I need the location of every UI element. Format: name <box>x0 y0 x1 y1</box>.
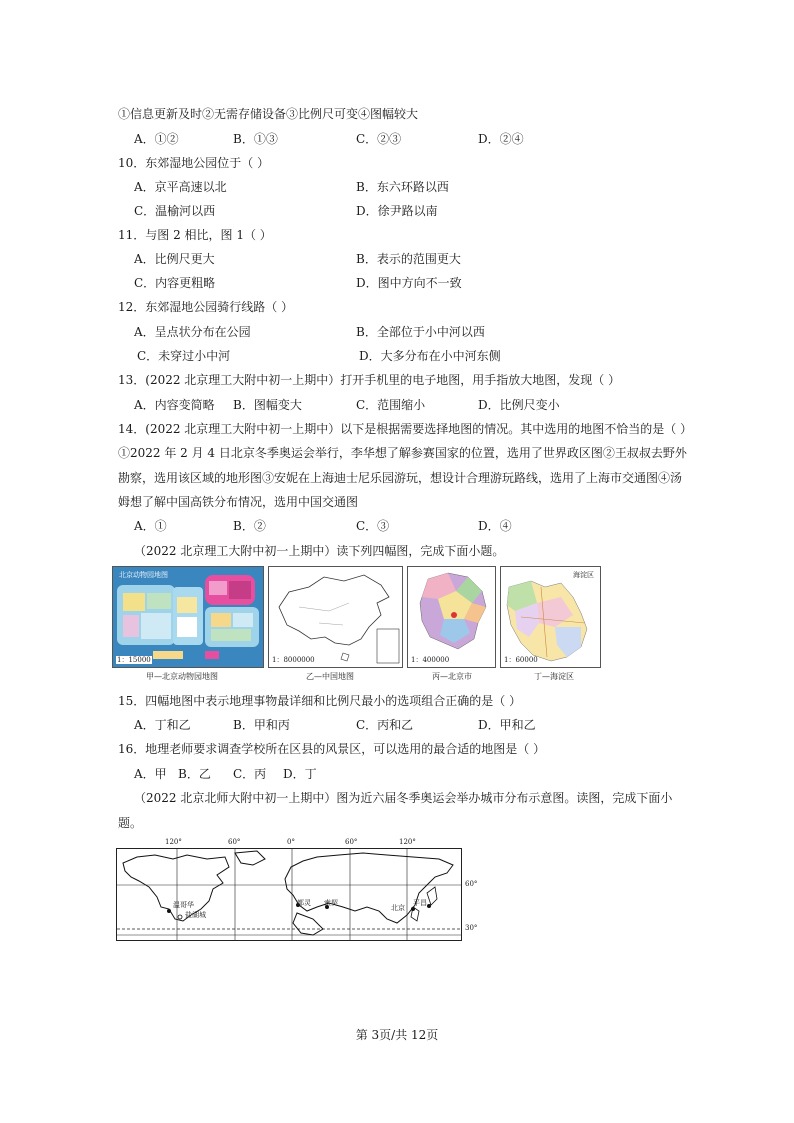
map-ding-caption: 丁—海淀区 <box>534 672 574 681</box>
q14-option-a[interactable]: A．① <box>134 519 167 533</box>
world-map-winter-olympics <box>116 848 462 941</box>
world-map-lon-label: 60° <box>228 838 241 846</box>
q16-option-d[interactable]: D．丁 <box>283 767 317 781</box>
q11-option-d[interactable]: D．图中方向不一致 <box>356 276 462 290</box>
beijing-map-graphic <box>408 567 495 667</box>
q14-option-c[interactable]: C．③ <box>356 519 390 533</box>
map-jia-scale: 1：15000 <box>117 656 151 664</box>
map-jia-title: 北京动物园地图 <box>119 571 168 579</box>
q12-option-b[interactable]: B．全部位于小中河以西 <box>356 325 485 339</box>
haidian-map-graphic <box>501 567 600 667</box>
map-bing-caption: 丙—北京市 <box>432 672 472 681</box>
group-intro-2-line-2: 题。 <box>118 816 143 830</box>
q12-option-a[interactable]: A．呈点状分布在公园 <box>134 325 251 339</box>
q16-stem: 16．地理老师要求调查学校所在区县的风景区，可以选用的最合适的地图是（ ） <box>118 742 546 756</box>
q12-stem: 12．东郊湿地公园骑行线路（ ） <box>118 300 294 314</box>
q12-option-d[interactable]: D．大多分布在小中河东侧 <box>359 349 501 363</box>
city-turin: 都灵 <box>297 899 311 907</box>
q15-option-b[interactable]: B．甲和丙 <box>233 718 290 732</box>
q10-option-d[interactable]: D．徐尹路以南 <box>356 204 438 218</box>
q13-option-d[interactable]: D．比例尺变小 <box>478 398 560 412</box>
city-sochi: 索契 <box>324 899 338 907</box>
q11-option-b[interactable]: B．表示的范围更大 <box>356 252 461 266</box>
q13-option-c[interactable]: C．范围缩小 <box>356 398 426 412</box>
city-pyeongchang: 平昌 <box>413 899 427 907</box>
map-ding-haidian <box>500 566 601 668</box>
q13-option-b[interactable]: B．图幅变大 <box>233 398 302 412</box>
q11-option-a[interactable]: A．比例尺更大 <box>134 252 215 266</box>
zoo-map-graphic <box>113 567 263 667</box>
world-map-graphic <box>117 849 461 940</box>
map-jia-zoo <box>112 566 264 668</box>
world-map-lat-label: 60° <box>465 880 478 888</box>
group-intro-1: （2022 北京理工大附中初一上期中）读下列四幅图，完成下面小题。 <box>134 544 505 558</box>
q14-option-b[interactable]: B．② <box>233 519 266 533</box>
q10-option-c[interactable]: C．温榆河以西 <box>134 204 216 218</box>
q16-option-c[interactable]: C．丙 <box>233 767 267 781</box>
q15-option-d[interactable]: D．甲和乙 <box>478 718 536 732</box>
world-map-lon-label: 0° <box>287 838 295 846</box>
q13-stem: 13．(2022 北京理工大附中初一上期中）打开手机里的电子地图，用手指放大地图，发现（ ） <box>118 373 621 387</box>
q11-stem: 11．与图 2 相比，图 1（ ） <box>118 228 272 242</box>
map-bing-beijing <box>407 566 496 668</box>
china-map-graphic <box>269 567 402 667</box>
city-dot <box>427 904 431 908</box>
q9-option-b[interactable]: B．①③ <box>233 132 278 146</box>
map-bing-scale: 1：400000 <box>411 656 450 664</box>
world-map-lat-label: 30° <box>465 924 478 932</box>
city-vancouver: 温哥华 <box>173 901 194 909</box>
map-jia-caption: 甲—北京动物园地图 <box>146 672 218 681</box>
q13-option-a[interactable]: A．内容变简略 <box>134 398 215 412</box>
q15-option-a[interactable]: A．丁和乙 <box>134 718 191 732</box>
page-number: 第 3页/共 12页 <box>355 1028 439 1042</box>
map-ding-title: 海淀区 <box>573 571 594 579</box>
city-beijing: 北京 <box>391 904 405 912</box>
q15-stem: 15．四幅地图中表示地理事物最详细和比例尺最小的选项组合正确的是（ ） <box>118 694 522 708</box>
map-yi-china <box>268 566 403 668</box>
q11-option-c[interactable]: C．内容更粗略 <box>134 276 216 290</box>
group-intro-2-line-1: （2022 北京北师大附中初一上期中）图为近六届冬季奥运会举办城市分布示意图。读图，完成下面小 <box>134 791 673 805</box>
q15-option-c[interactable]: C．丙和乙 <box>356 718 414 732</box>
q10-stem: 10．东郊湿地公园位于（ ） <box>118 156 270 170</box>
city-dot <box>178 915 182 919</box>
q12-option-c[interactable]: C．未穿过小中河 <box>137 349 231 363</box>
q10-option-a[interactable]: A．京平高速以北 <box>134 180 227 194</box>
world-map-lon-label: 120° <box>399 838 416 846</box>
q14-body-line-1: ①2022 年 2 月 4 日北京冬季奥运会举行，李华想了解参赛国家的位置，选用了世界政区图②王叔叔去野外 <box>118 446 687 460</box>
q14-body-line-2: 勘察，选用该区域的地形图③安妮在上海迪士尼乐园游玩，想设计合理游玩路线，选用了上海市交通图④汤 <box>118 471 683 485</box>
city-dot <box>411 907 415 911</box>
q14-body-line-3: 姆想了解中国高铁分布情况，选用中国交通图 <box>118 495 359 509</box>
q9-stem: ①信息更新及时②无需存储设备③比例尺可变④图幅较大 <box>118 107 419 121</box>
q9-option-a[interactable]: A．①② <box>134 132 179 146</box>
world-map-lon-label: 120° <box>165 838 182 846</box>
city-dot <box>167 909 171 913</box>
q9-option-d[interactable]: D．②④ <box>478 132 524 146</box>
city-salt-lake-city: 盐湖城 <box>185 911 206 919</box>
q10-option-b[interactable]: B．东六环路以西 <box>356 180 449 194</box>
q14-stem: 14．(2022 北京理工大附中初一上期中）以下是根据需要选择地图的情况。其中选用的地图不恰当的是（ ） <box>118 422 693 436</box>
q16-option-a[interactable]: A．甲 <box>134 767 167 781</box>
world-map-lon-label: 60° <box>345 838 358 846</box>
map-yi-scale: 1：8000000 <box>272 656 315 664</box>
q16-option-b[interactable]: B．乙 <box>178 767 211 781</box>
q14-option-d[interactable]: D．④ <box>478 519 512 533</box>
map-yi-caption: 乙—中国地图 <box>306 672 354 681</box>
map-ding-scale: 1：60000 <box>504 656 538 664</box>
q9-option-c[interactable]: C．②③ <box>356 132 402 146</box>
